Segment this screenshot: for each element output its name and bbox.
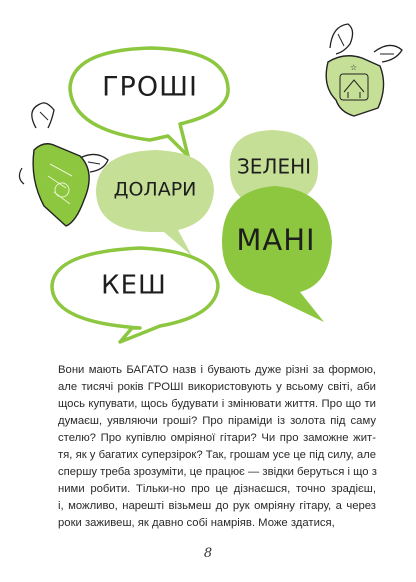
flying-money-right-icon (326, 24, 402, 116)
bubble-mani (222, 186, 332, 322)
paragraph-line: спершу треба зрозуміти, це працює — звідки беруться і що з (58, 466, 377, 478)
paragraph-line: але тисячі років ГРОШІ використовують у всьому світі, аби (58, 381, 376, 393)
paragraph-line: щось купувати, щось будувати і змінювати життя. Про що ти (58, 398, 376, 410)
paragraph-line: Вони мають БАГАТО назв і бувають дуже різні за формою, (58, 364, 376, 376)
bubble-dolary (96, 150, 214, 256)
svg-text:☆: ☆ (350, 63, 358, 72)
paragraph-line: і, можливо, нарешті візьмеш до рук омріяну гітару, а через (58, 500, 376, 512)
paragraph-line: роки заживеш, як давно собі намріяв. Може здатися, (58, 517, 335, 529)
bubble-dolary-label: ДОЛАРИ (113, 178, 197, 201)
bubble-zeleni-label: ЗЕЛЕНІ (236, 154, 312, 179)
bubble-kesh-label: КЕШ (101, 270, 167, 301)
main-paragraph (58, 362, 376, 532)
page-number: 8 (203, 546, 213, 561)
paragraph-line: стелю? Про купівлю омріяної гітари? Чи про заможне жит- (58, 432, 376, 444)
paragraph-line: ними робити. Тільки-но про це дізнаєшся, точно зрадієш, (58, 483, 376, 495)
bubble-groshi-label: ГРОШІ (102, 71, 198, 103)
paragraph-line: думаєш, уявляючи гроші? Про піраміди із золота під саму (58, 415, 376, 427)
bubble-kesh (52, 248, 218, 342)
bubble-mani-label: МАНІ (236, 223, 316, 257)
paragraph-line: тя, як у багатих суперзірок? Так, грошам усе це під силу, але (58, 449, 376, 461)
bubble-groshi (70, 48, 228, 156)
